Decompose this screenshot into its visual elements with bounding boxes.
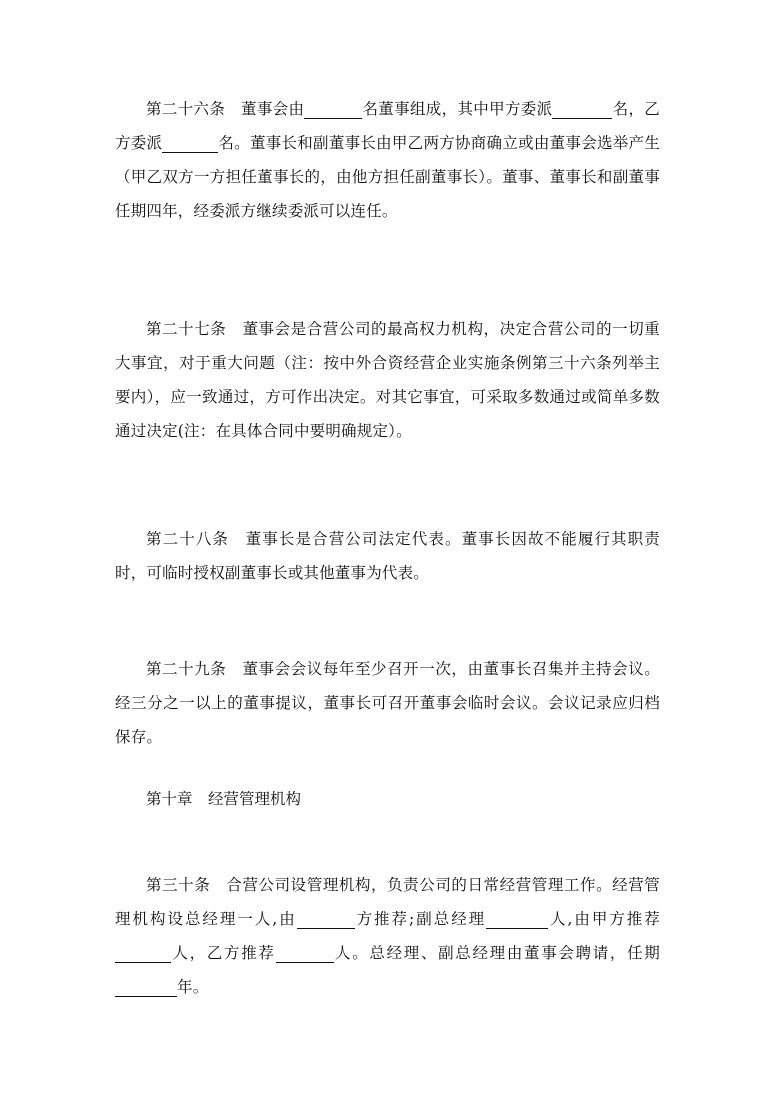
fill-blank xyxy=(115,944,171,963)
article-number: 第二十六条 xyxy=(146,100,226,118)
article-number: 第二十九条 xyxy=(146,660,227,678)
article-30 xyxy=(115,868,660,1004)
article-text: 年。 xyxy=(177,978,209,996)
fill-blank xyxy=(162,134,218,153)
chapter-number: 第十章 xyxy=(146,790,193,808)
article-text: 人，乙方推荐 xyxy=(171,944,276,962)
article-27 xyxy=(115,312,660,448)
article-text: 人。总经理、副总经理由董事会聘请，任期 xyxy=(333,944,660,962)
article-number: 第二十七条 xyxy=(146,320,227,338)
article-text: 董事会由 xyxy=(240,100,305,118)
article-text: 名董事组成，其中甲方委派 xyxy=(362,100,553,118)
article-text: 名。董事长和副董事长由甲乙两方协商确立或由董事会选举产生（甲乙双方一方担任董事长的，由他方担任副董事长）。董事、董事长和副董事任期四年，经委派方继续委派可以连任。 xyxy=(115,134,660,220)
article-number: 第二十八条 xyxy=(146,530,230,548)
article-text: 董事会会议每年至少召开一次，由董事长召集并主持会议。经三分之一以上的董事提议，董事长可召开董事会临时会议。会议记录应归档保存。 xyxy=(115,660,660,746)
fill-blank xyxy=(552,100,612,119)
article-26 xyxy=(115,92,660,228)
fill-blank xyxy=(276,944,334,963)
chapter-title: 经营管理机构 xyxy=(208,790,302,808)
article-text: 董事长是合营公司法定代表。董事长因故不能履行其职责时，可临时授权副董事长或其他董事为代表。 xyxy=(115,530,660,582)
chapter-heading xyxy=(146,782,301,816)
article-29 xyxy=(115,652,660,754)
article-28 xyxy=(115,522,660,590)
article-text: 人,由甲方推荐 xyxy=(548,910,660,928)
fill-blank xyxy=(297,910,355,929)
article-number: 第三十条 xyxy=(146,876,211,894)
article-text: 董事会是合营公司的最高权力机构，决定合营公司的一切重大事宜，对于重大问题（注：按中外合资经营企业实施条例第三十六条列举主要内），应一致通过，方可作出决定。对其它事宜，可采取多数通过或简单多数通过决定(注：在具体合同中要明确规定）。 xyxy=(115,320,660,440)
article-text: 名，乙方委派 xyxy=(115,100,660,152)
article-text: 合营公司设管理机构，负责公司的日常经营管理工作。经营管理机构设总经理一人,由 xyxy=(115,876,660,928)
fill-blank xyxy=(304,100,362,119)
fill-blank xyxy=(486,910,548,929)
fill-blank xyxy=(115,978,177,997)
article-text: 方推荐;副总经理 xyxy=(354,910,487,928)
